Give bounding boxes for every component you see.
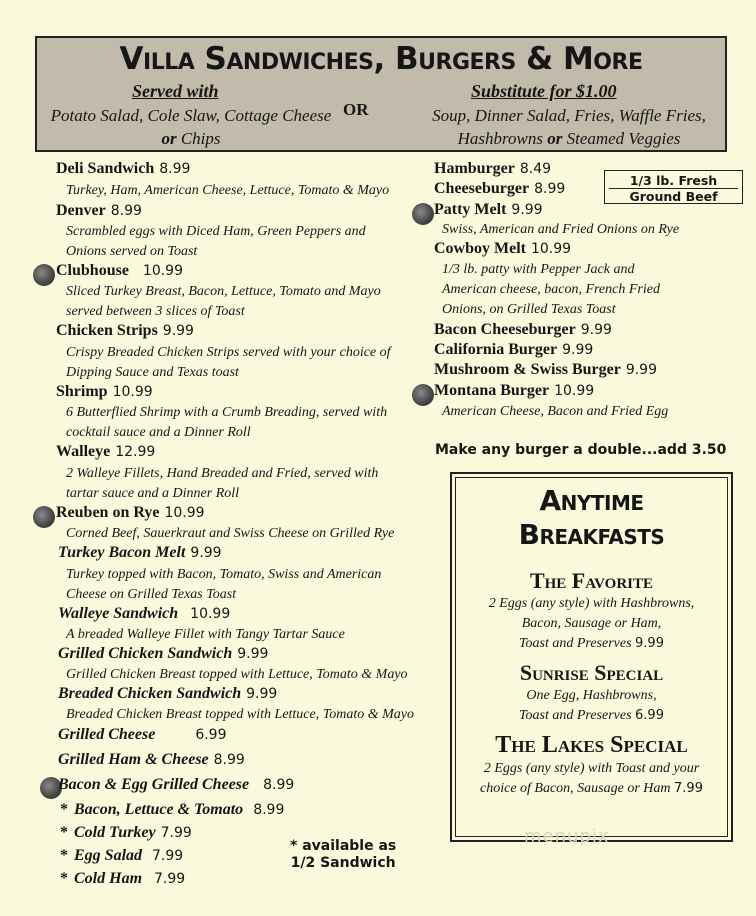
item-name: Grilled Chicken Sandwich — [58, 645, 233, 662]
substitute-list — [417, 104, 721, 150]
specialty-marker-icon — [412, 203, 434, 225]
watermark: menupix — [524, 826, 610, 847]
breakfast-title-line2: Breakfasts — [518, 518, 665, 551]
item-name: Montana Burger — [434, 382, 550, 399]
item-description: American Cheese, Bacon and Fried Egg — [442, 404, 669, 419]
item-description: tartar sauce and a Dinner Roll — [66, 486, 240, 501]
item-name: Hamburger — [434, 160, 515, 177]
menu-item-breaded-chicken-sandwich — [58, 685, 277, 703]
served-with-line1: Potato Salad, Cole Slaw, Cottage Cheese — [50, 106, 332, 125]
item-name: Chicken Strips — [56, 322, 158, 339]
item-name: Bacon & Egg Grilled Cheese — [58, 776, 250, 793]
menu-item-california-burger — [434, 341, 593, 359]
half-sandwich-note — [290, 838, 396, 872]
beef-line1: 1/3 lb. Fresh — [629, 173, 718, 188]
breakfast-desc-line — [452, 634, 731, 654]
item-price: 9.99 — [580, 322, 612, 338]
specialty-marker-icon — [33, 506, 55, 528]
half-note-text: available as — [302, 838, 397, 854]
substitute-line2 — [417, 127, 721, 150]
item-name: Patty Melt — [434, 201, 507, 218]
item-price: 10.99 — [554, 383, 595, 399]
item-description: Scrambled eggs with Diced Ham, Green Peppers and — [66, 224, 366, 239]
menu-item-reuben-on-rye — [56, 504, 205, 522]
item-name: Breaded Chicken Sandwich — [58, 685, 242, 702]
menu-title: Villa Sandwiches, Burgers & More — [119, 41, 643, 77]
item-description: 2 Walleye Fillets, Hand Breaded and Fried, served with — [66, 466, 379, 481]
menu-item-walleye — [56, 443, 155, 461]
item-price: 10.99 — [530, 241, 572, 257]
item-name: Walleye Sandwich — [58, 605, 179, 622]
half-note-line1 — [290, 838, 396, 855]
item-name: Cowboy Melt — [434, 240, 526, 257]
item-price: 8.99 — [159, 161, 191, 177]
menu-item-blt — [60, 801, 284, 819]
served-with-list — [43, 104, 339, 150]
item-name: Shrimp — [56, 383, 108, 400]
half-note-star: * — [290, 838, 298, 854]
breakfast-desc-line — [452, 779, 731, 799]
item-name: California Burger — [434, 341, 558, 358]
item-description: Breaded Chicken Breast topped with Lettuce, Tomato & Mayo — [66, 707, 415, 722]
item-price: 8.99 — [213, 752, 245, 768]
item-description: American cheese, bacon, French Fried — [442, 282, 660, 297]
substitute-line1: Soup, Dinner Salad, Fries, Waffle Fries, — [432, 106, 706, 125]
substitute-hashbrowns: Hashbrowns — [457, 129, 543, 148]
substitute-veggies: Steamed Veggies — [566, 129, 681, 148]
menu-item-hamburger — [434, 160, 551, 178]
item-name: Walleye — [56, 443, 111, 460]
item-description: Swiss, American and Fried Onions on Rye — [442, 222, 680, 237]
menu-item-cheeseburger — [434, 180, 565, 198]
item-description: A breaded Walleye Fillet with Tangy Tartar Sauce — [66, 627, 345, 642]
menu-item-shrimp — [56, 383, 153, 401]
served-with-or: or — [161, 129, 177, 148]
served-with-heading: Served with — [132, 81, 219, 101]
item-description: Onions, on Grilled Texas Toast — [442, 302, 616, 317]
served-with-line2 — [43, 127, 339, 150]
breakfast-item-name: Sunrise Special — [519, 660, 664, 685]
item-name: Cheeseburger — [434, 180, 530, 197]
item-name: Cold Ham — [74, 870, 143, 887]
half-sandwich-star: * — [60, 870, 68, 887]
double-burger-note: Make any burger a double...add 3.50 — [435, 442, 727, 458]
menu-item-cowboy-melt — [434, 240, 571, 258]
item-price: 10.99 — [164, 505, 205, 521]
menu-item-grilled-cheese — [58, 726, 227, 744]
anytime-breakfasts-box — [450, 472, 733, 842]
half-note-line2: 1/2 Sandwich — [290, 855, 396, 871]
menu-item-cold-turkey — [60, 824, 192, 842]
breakfast-item-name: The Favorite — [529, 568, 654, 593]
item-price: 12.99 — [115, 444, 156, 460]
item-price: 10.99 — [190, 606, 231, 622]
item-name: Bacon Cheeseburger — [434, 321, 576, 338]
item-description: Grilled Chicken Breast topped with Lettuce, Tomato & Mayo — [66, 667, 408, 682]
breakfast-desc-text: choice of Bacon, Sausage or Ham — [480, 781, 671, 796]
specialty-marker-icon — [412, 384, 434, 406]
menu-item-grilled-chicken-sandwich — [58, 645, 268, 663]
item-price: 6.99 — [195, 727, 227, 743]
item-description: Turkey topped with Bacon, Tomato, Swiss and American — [66, 567, 382, 582]
item-price: 9.99 — [237, 646, 269, 662]
beef-line2: Ground Beef — [609, 188, 738, 204]
item-price: 9.99 — [190, 545, 222, 561]
item-price: 10.99 — [142, 263, 184, 279]
or-divider: OR — [343, 100, 369, 119]
item-name: Mushroom & Swiss Burger — [434, 361, 621, 378]
item-name: Grilled Cheese — [58, 726, 156, 743]
menu-item-bacon-cheeseburger — [434, 321, 612, 339]
item-price: 9.99 — [562, 342, 594, 358]
item-price: 8.99 — [253, 802, 285, 818]
menu-item-chicken-strips — [56, 322, 194, 340]
item-description: Cheese on Grilled Texas Toast — [66, 587, 237, 602]
item-price: 10.99 — [112, 384, 153, 400]
item-price: 7.99 — [160, 825, 192, 841]
half-sandwich-star: * — [60, 824, 68, 841]
item-price: 9.99 — [246, 686, 278, 702]
menu-item-montana-burger — [434, 382, 594, 400]
menu-item-walleye-sandwich — [58, 605, 230, 623]
menu-item-denver — [56, 202, 142, 220]
menu-item-cold-ham — [60, 870, 185, 888]
item-price: 8.49 — [519, 161, 552, 177]
menu-item-turkey-bacon-melt — [58, 544, 222, 562]
item-price: 9.99 — [511, 202, 543, 218]
item-name: Denver — [56, 202, 106, 219]
menu-item-egg-salad — [60, 847, 183, 865]
breakfast-item-name: The Lakes Special — [495, 732, 688, 758]
item-description: 1/3 lb. patty with Pepper Jack and — [442, 262, 635, 277]
item-description: 6 Butterflied Shrimp with a Crumb Breading, served with — [66, 405, 388, 420]
item-name: Reuben on Rye — [56, 504, 160, 521]
menu-item-patty-melt — [434, 201, 543, 219]
breakfast-desc-text: Toast and Preserves — [519, 636, 632, 651]
item-name: Grilled Ham & Cheese — [58, 751, 209, 768]
served-with-chips: Chips — [180, 129, 221, 148]
item-price: 9.99 — [162, 323, 194, 339]
item-name: Turkey Bacon Melt — [58, 544, 186, 561]
item-description: Turkey, Ham, American Cheese, Lettuce, Tomato & Mayo — [66, 183, 390, 198]
breakfast-desc-line: 2 Eggs (any style) with Toast and your — [483, 761, 700, 776]
menu-item-deli-sandwich — [56, 160, 190, 178]
item-description: cocktail sauce and a Dinner Roll — [66, 425, 251, 440]
substitute-or: or — [547, 129, 563, 148]
menu-item-clubhouse — [56, 262, 183, 280]
breakfast-desc-text: Toast and Preserves — [519, 708, 632, 723]
breakfast-desc-line: 2 Eggs (any style) with Hashbrowns, — [488, 596, 695, 611]
item-price: 8.99 — [534, 181, 566, 197]
breakfast-item-description — [452, 594, 731, 654]
item-name: Deli Sandwich — [56, 160, 155, 177]
item-description: Crispy Breaded Chicken Strips served with your choice of — [66, 345, 391, 360]
item-description: Corned Beef, Sauerkraut and Swiss Cheese on Grilled Rye — [66, 526, 395, 541]
specialty-marker-icon — [33, 264, 55, 286]
breakfast-item-description — [452, 759, 731, 799]
item-price: 7.99 — [154, 871, 186, 887]
breakfast-title — [452, 484, 731, 552]
half-sandwich-star: * — [60, 801, 68, 818]
item-name: Egg Salad — [74, 847, 143, 864]
breakfast-desc-line: Bacon, Sausage or Ham, — [521, 616, 662, 631]
header-banner — [35, 36, 727, 152]
breakfast-title-line1: Anytime — [539, 484, 644, 517]
item-price: 9.99 — [625, 362, 657, 378]
substitute-heading: Substitute for $1.00 — [471, 81, 617, 101]
item-name: Cold Turkey — [74, 824, 156, 841]
menu-item-grilled-ham-cheese — [58, 751, 245, 769]
menu-item-bacon-egg-grilled-cheese — [58, 776, 294, 794]
breakfast-item-description — [452, 686, 731, 726]
item-price: 8.99 — [263, 777, 295, 793]
half-sandwich-star: * — [60, 847, 68, 864]
item-name: Bacon, Lettuce & Tomato — [74, 801, 244, 818]
item-description: Sliced Turkey Breast, Bacon, Lettuce, Tomato and Mayo — [66, 284, 381, 299]
fresh-ground-beef-badge — [604, 170, 743, 204]
item-description: Dipping Sauce and Texas toast — [66, 365, 239, 380]
item-description: served between 3 slices of Toast — [66, 304, 245, 319]
item-price: 8.99 — [110, 203, 142, 219]
breakfast-item-price: 6.99 — [635, 708, 664, 723]
breakfast-desc-line: One Egg, Hashbrowns, — [526, 688, 657, 703]
item-name: Clubhouse — [56, 262, 129, 279]
item-price: 7.99 — [152, 848, 184, 864]
item-description: Onions served on Toast — [66, 244, 198, 259]
breakfast-desc-line — [452, 706, 731, 726]
menu-item-mushroom-swiss-burger — [434, 361, 657, 379]
breakfast-item-price: 7.99 — [674, 781, 703, 796]
breakfast-item-price: 9.99 — [635, 636, 664, 651]
